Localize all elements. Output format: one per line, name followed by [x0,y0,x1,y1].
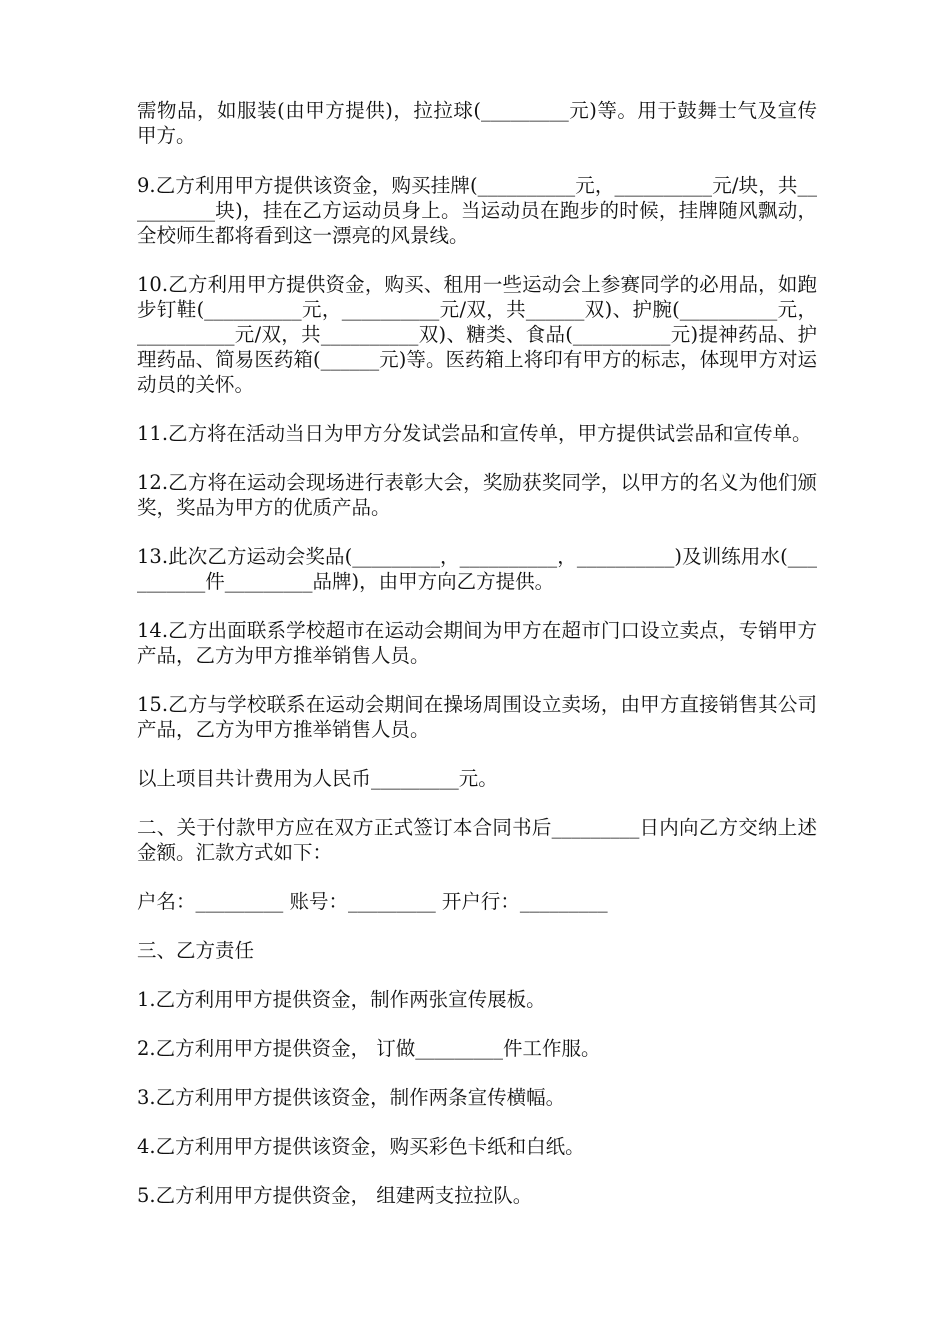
paragraph-item-9: 9.乙方利用甲方提供该资金，购买挂牌(__________元，__________元/块，共__________块)，挂在乙方运动员身上。当运动员在跑步的时候，挂牌随风飘动，全校师生都将看到这一漂亮的风景线。 [137,174,817,247]
paragraph-supplies-continued: 需物品，如服装(由甲方提供)，拉拉球(_________元)等。用于鼓舞士气及宣传甲方。 [137,99,817,147]
responsibility-item-2: 2.乙方利用甲方提供资金， 订做_________件工作服。 [137,1037,601,1060]
responsibility-item-5: 5.乙方利用甲方提供资金， 组建两支拉拉队。 [137,1184,533,1207]
document-page [137,98,817,1232]
paragraph-item-13: 13.此次乙方运动会奖品(_________，__________，__________)及训练用水(__________件_________品牌)，由甲方向乙方提供。 [137,545,817,593]
paragraph-item-14: 14.乙方出面联系学校超市在运动会期间为甲方在超市门口设立卖点，专销甲方产品，乙方为甲方推举销售人员。 [137,619,817,667]
section-payment: 二、关于付款甲方应在双方正式签订本合同书后_________日内向乙方交纳上述金额。汇款方式如下： [137,816,817,864]
responsibility-item-3: 3.乙方利用甲方提供该资金，制作两条宣传横幅。 [137,1086,566,1109]
paragraph-item-15: 15.乙方与学校联系在运动会期间在操场周围设立卖场，由甲方直接销售其公司产品，乙方为甲方推举销售人员。 [137,693,817,741]
paragraph-item-12: 12.乙方将在运动会现场进行表彰大会，奖励获奖同学，以甲方的名义为他们颁奖，奖品为甲方的优质产品。 [137,471,817,519]
responsibility-item-1: 1.乙方利用甲方提供资金，制作两张宣传展板。 [137,988,546,1011]
paragraph-item-10: 10.乙方利用甲方提供资金，购买、租用一些运动会上参赛同学的必用品，如跑步钉鞋(__________元，__________元/双，共______双)、护腕(__________元，__________元/双，共__________双)、糖类、食品(__________元)提神药品、护理药品、简易医药箱(______元)等。医药箱上将印有甲方的标志，体现甲方对运动员的关怀。 [137,273,817,396]
paragraph-total-cost: 以上项目共计费用为人民币_________元。 [137,767,498,790]
paragraph-item-11: 11.乙方将在活动当日为甲方分发试尝品和宣传单，甲方提供试尝品和宣传单。 [137,422,812,445]
responsibility-item-4: 4.乙方利用甲方提供该资金，购买彩色卡纸和白纸。 [137,1135,585,1158]
paragraph-account-info: 户名：_________ 账号：_________ 开户行：_________ [137,890,608,913]
section-heading-responsibilities: 三、乙方责任 [137,939,255,962]
